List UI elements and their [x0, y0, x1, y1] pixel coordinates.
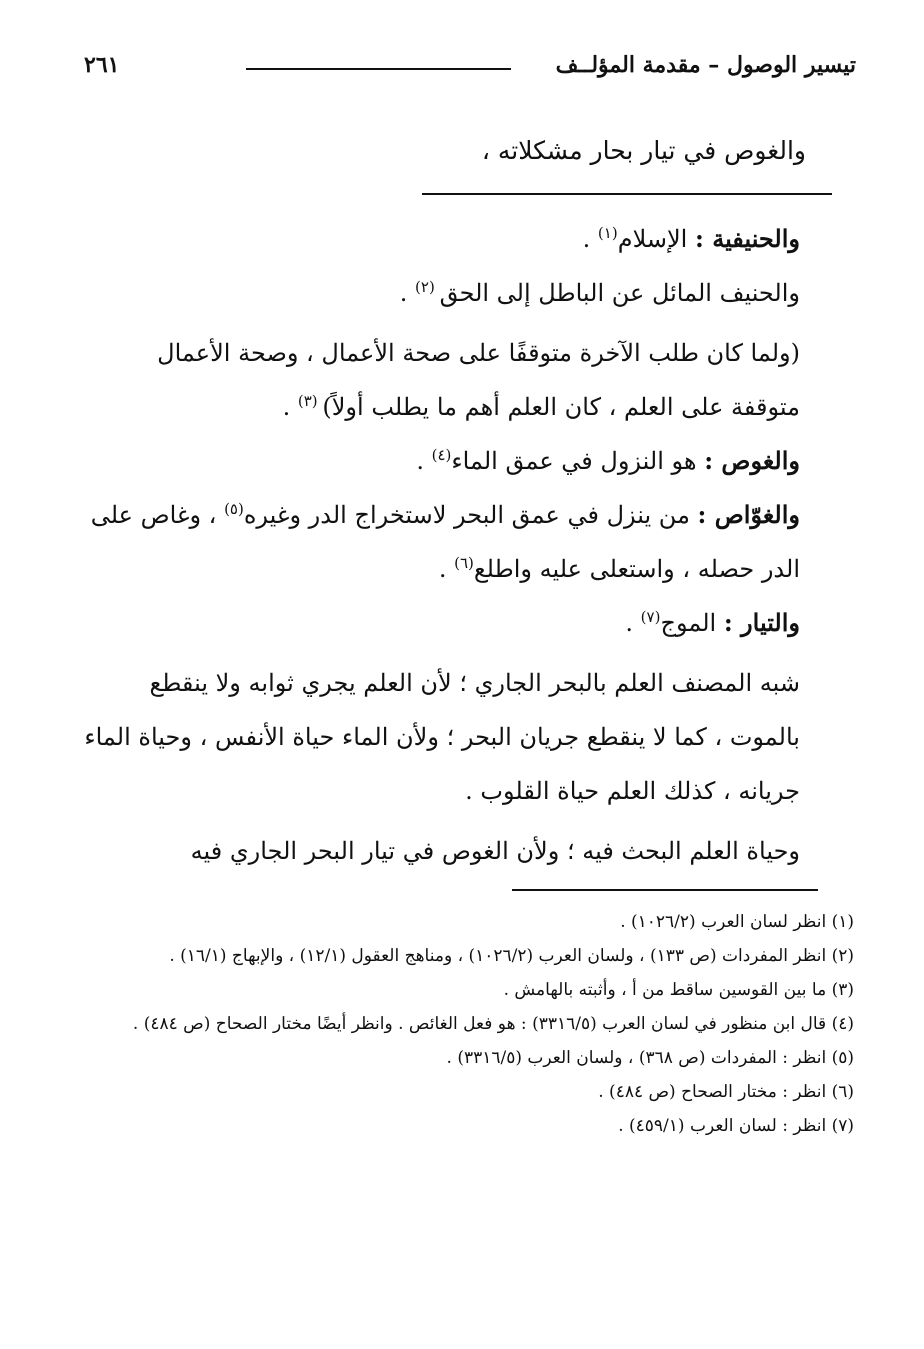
paragraph-tail: .	[399, 279, 416, 307]
paragraph-ghawwas	[84, 488, 854, 596]
paragraph-tail: ، وغاص على الدر حصله ، واستعلى عليه واطلع	[90, 501, 800, 583]
footnote-ref: (٣)	[297, 392, 323, 410]
paragraph-text: من ينزل في عمق البحر لاستخراج الدر وغيره	[243, 501, 698, 529]
footnote: (١) انظر لسان العرب (١٠٢٦/٢) .	[620, 912, 854, 932]
paragraph-tayyar	[84, 596, 854, 650]
verse-line: والغوص في تيار بحار مشكلاته ،	[481, 136, 806, 165]
paragraph-continuation	[84, 824, 854, 878]
paragraph-tail: .	[416, 447, 432, 475]
footnote-ref: (٢)	[415, 278, 440, 296]
footnote: (٤) قال ابن منظور في لسان العرب (٣٣١٦/٥) : هو فعل الغائص . وانظر أيضًا مختار الصحاح (ص ٤٨٤) .	[132, 1014, 854, 1034]
footnote-ref: (٤)	[431, 446, 452, 464]
footnote: (٥) انظر : المفردات (ص ٣٦٨) ، ولسان العرب (٣٣١٦/٥) .	[446, 1048, 854, 1068]
paragraph-text: هو النزول في عمق الماء	[451, 447, 705, 475]
footnote-rule	[512, 889, 818, 891]
footnote: (٦) انظر : مختار الصحاح (ص ٤٨٤) .	[598, 1082, 854, 1102]
paragraph-text: وحياة العلم البحث فيه ؛ ولأن الغوص في تيار البحر الجاري فيه	[190, 837, 800, 865]
paragraph-tail: .	[625, 609, 641, 637]
paragraph-tail: .	[438, 555, 455, 583]
paragraph-akhira	[84, 326, 854, 434]
verse-rule	[422, 193, 832, 195]
footnote-ref: (٦)	[454, 554, 474, 572]
paragraph-metaphor	[84, 656, 854, 818]
paragraph-text: شبه المصنف العلم بالبحر الجاري ؛ لأن العلم يجري ثوابه ولا ينقطع بالموت ، كما لا ينقطع جريان البحر ؛ ولأن الماء حياة الأنفس ، وحياة الماء جريانه ، كذلك العلم حياة القلوب .	[84, 669, 800, 805]
paragraph-ghaws	[84, 434, 854, 488]
footnote-ref: (٧)	[640, 608, 661, 626]
paragraph-text: (ولما كان طلب الآخرة متوقفًا على صحة الأعمال ، وصحة الأعمال متوقفة على العلم ، كان العلم أهم ما يطلب أولاً)	[157, 339, 800, 421]
term: والغوّاص :	[697, 500, 800, 529]
page-number: ٢٦١	[84, 52, 120, 78]
term: والتيار :	[723, 608, 800, 637]
page-header	[84, 44, 856, 94]
term: والحنيفية :	[694, 224, 800, 253]
header-rule	[246, 68, 511, 70]
paragraph-tail: .	[282, 393, 298, 421]
paragraph-hanif	[84, 266, 854, 320]
term: والغوص :	[704, 446, 800, 475]
footnote-ref: (١)	[597, 224, 618, 242]
footnote-ref: (٥)	[224, 500, 244, 518]
paragraph-text: الموج	[660, 609, 724, 637]
footnotes	[84, 908, 854, 1146]
running-title: تيسير الوصول – مقدمة المؤلــف	[555, 52, 856, 78]
footnote: (٢) انظر المفردات (ص ١٣٣) ، ولسان العرب (١٠٢٦/٢) ، ومناهج العقول (١٢/١) ، والإبهاج (١٦/١) .	[169, 946, 854, 966]
paragraph-text: والحنيف المائل عن الباطل إلى الحق	[439, 279, 800, 307]
paragraph-tail: .	[582, 225, 598, 253]
footnote: (٧) انظر : لسان العرب (٤٥٩/١) .	[618, 1116, 854, 1136]
footnote: (٣) ما بين القوسين ساقط من أ ، وأثبته بالهامش .	[503, 980, 854, 1000]
body-text	[84, 212, 854, 878]
paragraph-hanifiyya	[84, 212, 854, 266]
paragraph-text: الإسلام	[617, 225, 695, 253]
